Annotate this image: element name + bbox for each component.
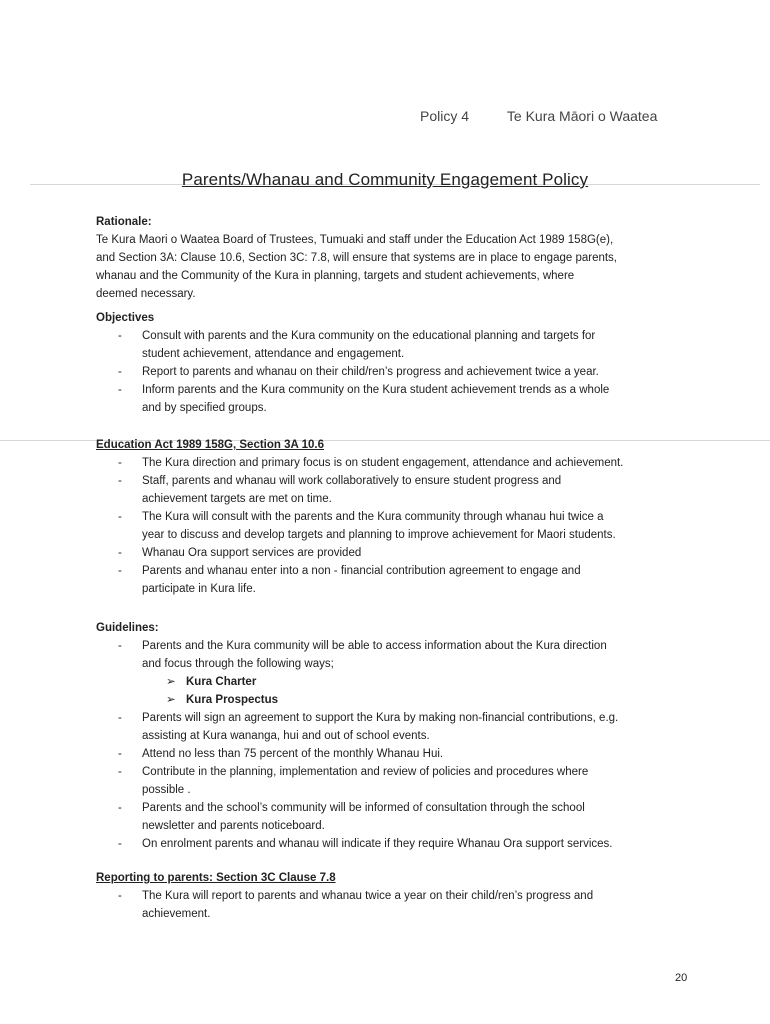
rationale-line: whanau and the Community of the Kura in planning, targets and student achievements, where bbox=[96, 270, 575, 282]
guidelines-heading: Guidelines: bbox=[96, 622, 159, 634]
list-item bbox=[96, 835, 696, 853]
rationale-heading: Rationale: bbox=[96, 216, 152, 228]
list-item bbox=[96, 544, 696, 562]
list-item-line: - Whanau Ora support services are provided bbox=[142, 547, 362, 559]
list-item bbox=[96, 562, 696, 598]
list-item bbox=[96, 763, 696, 799]
page-number: 20 bbox=[675, 972, 688, 984]
list-item-line: - The Kura will consult with the parents and the Kura community through whanau hui twice a bbox=[142, 511, 604, 523]
list-item-line: - Consult with parents and the Kura community on the educational planning and targets for bbox=[142, 330, 596, 342]
education-act-heading: Education Act 1989 158G, Section 3A 10.6 bbox=[96, 439, 324, 451]
rationale-line: Te Kura Maori o Waatea Board of Trustees, Tumuaki and staff under the Education Act 1989 158G(e), bbox=[96, 234, 614, 246]
list-item-line: - Contribute in the planning, implementation and review of policies and procedures where bbox=[142, 766, 589, 778]
page-title: Parents/Whanau and Community Engagement Policy bbox=[181, 170, 589, 189]
list-item-line: - The Kura direction and primary focus is on student engagement, attendance and achievement. bbox=[142, 457, 624, 469]
policy-number: Policy 4 bbox=[420, 108, 470, 124]
list-item-line: achievement. bbox=[142, 908, 211, 920]
list-item-line: - Inform parents and the Kura community on the Kura student achievement trends as a whole bbox=[142, 384, 610, 396]
education-act-section bbox=[96, 436, 696, 598]
list-item-line: newsletter and parents noticeboard. bbox=[142, 820, 325, 832]
policy-header bbox=[420, 108, 657, 124]
guidelines-sub-list bbox=[96, 673, 696, 709]
list-item-line: - Staff, parents and whanau will work collaboratively to ensure student progress and bbox=[142, 475, 562, 487]
list-item bbox=[96, 508, 696, 544]
list-item-line: - Parents and the school’s community will be informed of consultation through the school bbox=[142, 802, 585, 814]
arrow-bullet-icon: ➢ bbox=[166, 694, 176, 706]
list-item-line: participate in Kura life. bbox=[142, 583, 256, 595]
list-item-line: - On enrolment parents and whanau will indicate if they require Whanau Ora support services. bbox=[142, 838, 613, 850]
rationale-section bbox=[96, 213, 696, 303]
objectives-heading: Objectives bbox=[96, 312, 155, 324]
list-item bbox=[96, 363, 696, 381]
list-item bbox=[96, 745, 696, 763]
list-item bbox=[96, 637, 696, 673]
reporting-list bbox=[96, 887, 696, 923]
list-item-line: achievement targets are met on time. bbox=[142, 493, 332, 505]
guidelines-intro-list bbox=[96, 637, 696, 673]
sub-list-item-label: Kura Prospectus bbox=[186, 694, 279, 706]
list-item bbox=[96, 472, 696, 508]
list-item-line: - Parents will sign an agreement to support the Kura by making non-financial contributions, e.g. bbox=[142, 712, 619, 724]
list-item bbox=[96, 381, 696, 417]
list-item bbox=[96, 799, 696, 835]
guidelines-section bbox=[96, 619, 696, 853]
list-item-line: and focus through the following ways; bbox=[142, 658, 334, 670]
rationale-line: deemed necessary. bbox=[96, 288, 196, 300]
sub-list-item-label: Kura Charter bbox=[186, 676, 257, 688]
rationale-line: and Section 3A: Clause 10.6, Section 3C: 7.8, will ensure that systems are in place to engage parents, bbox=[96, 252, 617, 264]
list-item-line: - The Kura will report to parents and whanau twice a year on their child/ren’s progress and bbox=[142, 890, 594, 902]
reporting-heading: Reporting to parents: Section 3C Clause 7.8 bbox=[96, 872, 336, 884]
arrow-bullet-icon: ➢ bbox=[166, 676, 176, 688]
list-item bbox=[96, 709, 696, 745]
sub-list-item bbox=[166, 673, 696, 691]
list-item-line: - Parents and whanau enter into a non - financial contribution agreement to engage and bbox=[142, 565, 581, 577]
list-item-line: assisting at Kura wananga, hui and out of school events. bbox=[142, 730, 430, 742]
list-item-line: - Parents and the Kura community will be able to access information about the Kura direction bbox=[142, 640, 607, 652]
sub-list-item bbox=[166, 691, 696, 709]
objectives-list bbox=[96, 327, 696, 417]
school-name: Te Kura Māori o Waatea bbox=[506, 108, 658, 124]
list-item-line: possible . bbox=[142, 784, 191, 796]
list-item-line: year to discuss and develop targets and planning to improve achievement for Maori students. bbox=[142, 529, 616, 541]
list-item-line: - Attend no less than 75 percent of the monthly Whanau Hui. bbox=[142, 748, 444, 760]
reporting-section bbox=[96, 869, 696, 923]
guidelines-list bbox=[96, 709, 696, 853]
list-item-line: and by specified groups. bbox=[142, 402, 267, 414]
list-item bbox=[96, 327, 696, 363]
objectives-section bbox=[96, 309, 696, 417]
rationale-text bbox=[96, 231, 696, 303]
education-act-list bbox=[96, 454, 696, 598]
list-item bbox=[96, 454, 696, 472]
list-item-line: - Report to parents and whanau on their child/ren’s progress and achievement twice a year. bbox=[142, 366, 599, 378]
list-item bbox=[96, 887, 696, 923]
list-item-line: student achievement, attendance and engagement. bbox=[142, 348, 405, 360]
